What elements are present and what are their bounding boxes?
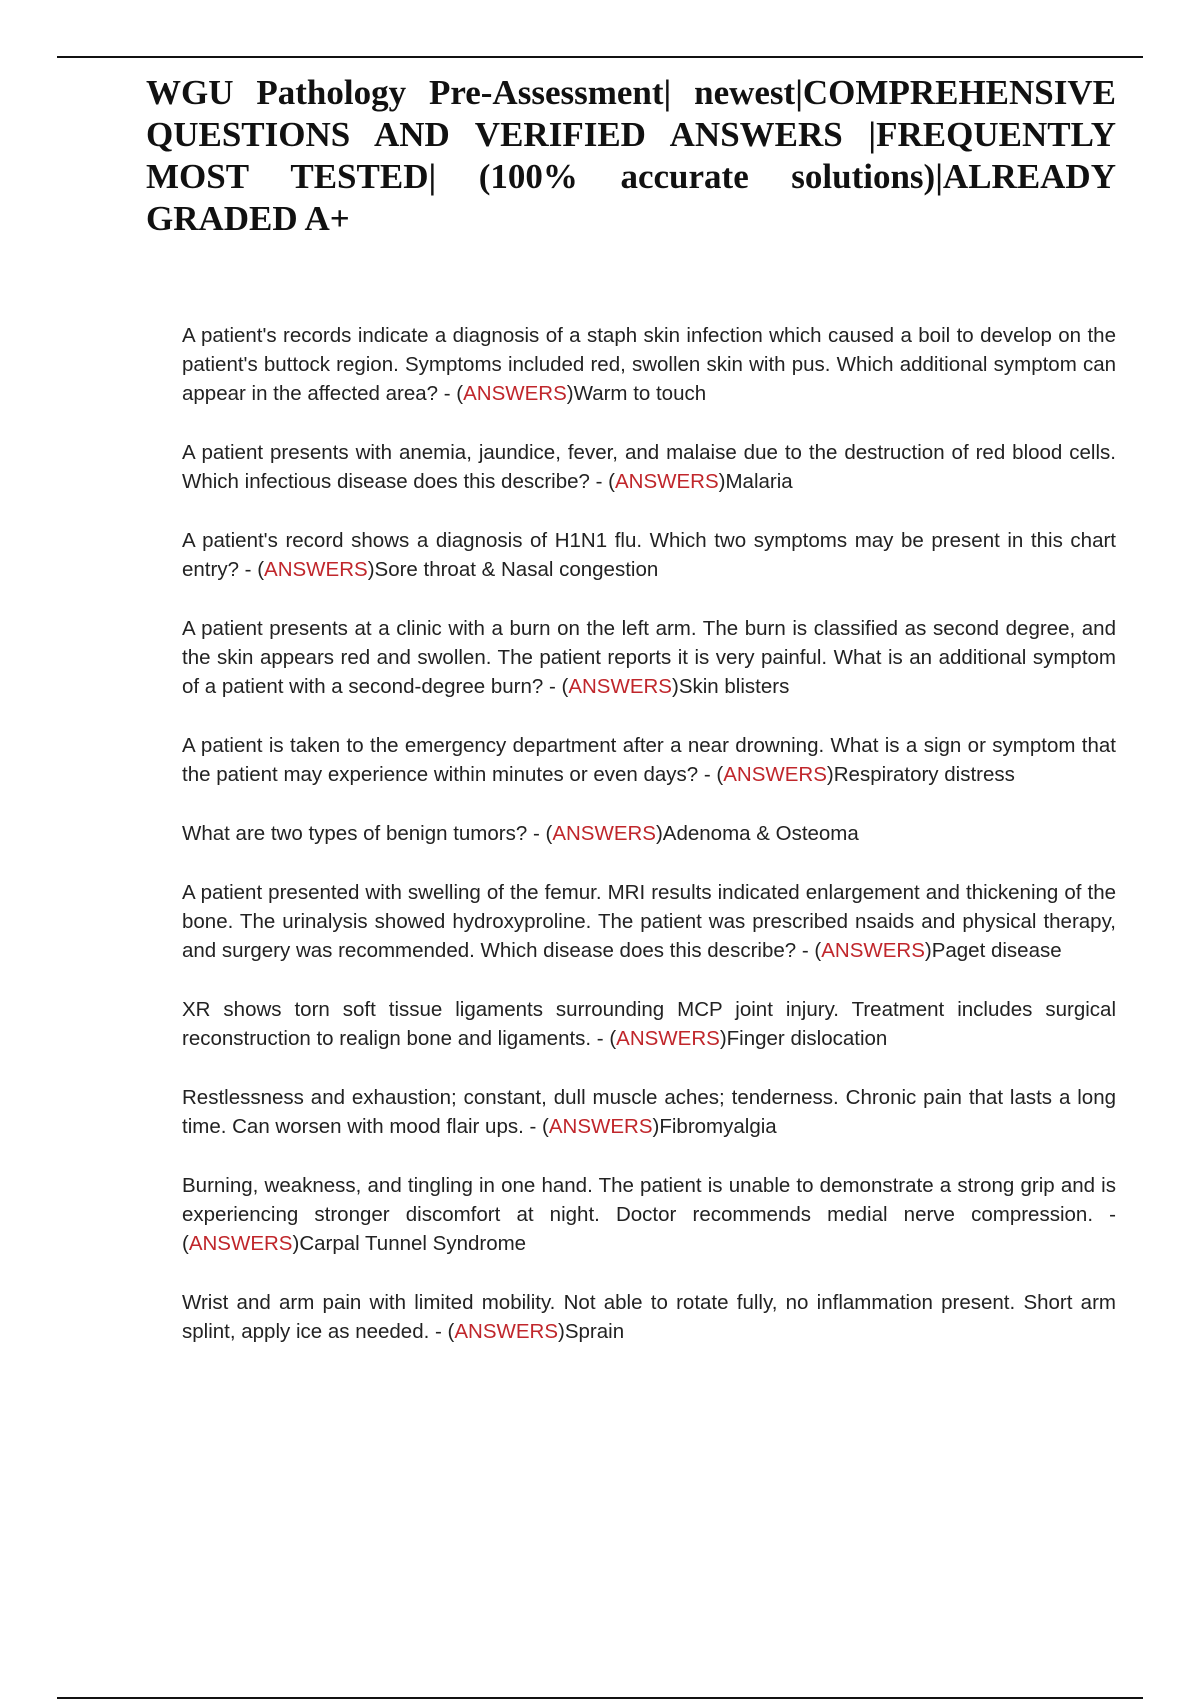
qa-item: Burning, weakness, and tingling in one hand. The patient is unable to demonstrate a strong grip and is experiencing stronger discomfort at night. Doctor recommends medial nerve compression. - (ANSWERS)Carpal Tunnel Syndrome [182,1174,1116,1255]
question-text: A patient presents at a clinic with a burn on the left arm. The burn is classified as second degree, and the skin appears red and swollen. The patient reports it is very painful. What is an additional symptom of a patient with a second-degree burn? - ( [182,617,1116,698]
question-text: A patient's record shows a diagnosis of H1N1 flu. Which two symptoms may be present in this chart entry? - ( [182,529,1116,581]
answer-text: Sore throat & Nasal congestion [374,558,659,581]
answer-text: Fibromyalgia [659,1115,777,1138]
answers-tag: ANSWERS [264,558,368,581]
qa-item: A patient's records indicate a diagnosis of a staph skin infection which caused a boil to develop on the patient's buttock region. Symptoms included red, swollen skin with pus. Which additional symptom can appear in the affected area? - (ANSWERS)Warm to touch [182,324,1116,405]
answers-tag: ANSWERS [463,382,567,405]
question-text: XR shows torn soft tissue ligaments surrounding MCP joint injury. Treatment includes surgical reconstruction to realign bone and ligaments. - ( [182,998,1116,1050]
qa-item: A patient presents with anemia, jaundice, fever, and malaise due to the destruction of red blood cells. Which infectious disease does this describe? - (ANSWERS)Malaria [182,441,1116,493]
answers-tag: ANSWERS [616,1027,720,1050]
answers-tag: ANSWERS [188,1232,293,1255]
question-text: A patient presents with anemia, jaundice, fever, and malaise due to the destruction of red blood cells. Which infectious disease does this describe? - ( [182,441,1116,493]
question-text: A patient presented with swelling of the femur. MRI results indicated enlargement and thickening of the bone. The urinalysis showed hydroxyproline. The patient was prescribed nsaids and physical therapy, and surgery was recommended. Which disease does this describe? - ( [182,881,1116,962]
qa-item: Wrist and arm pain with limited mobility. Not able to rotate fully, no inflammation present. Short arm splint, apply ice as needed. - (ANSWERS)Sprain [182,1291,1116,1343]
question-text: What are two types of benign tumors? - ( [182,822,553,845]
top-rule [57,56,1143,58]
answers-tag: ANSWERS [552,822,656,845]
question-text: Wrist and arm pain with limited mobility. Not able to rotate fully, no inflammation present. Short arm splint, apply ice as needed. - ( [182,1291,1116,1343]
answer-text: Warm to touch [573,382,707,405]
qa-item: A patient's record shows a diagnosis of H1N1 flu. Which two symptoms may be present in this chart entry? - (ANSWERS)Sore throat & Nasal congestion [182,529,1116,581]
answer-text: Finger dislocation [726,1027,888,1050]
qa-item: A patient is taken to the emergency department after a near drowning. What is a sign or symptom that the patient may experience within minutes or even days? - (ANSWERS)Respiratory distress [182,734,1116,786]
answer-text: Adenoma & Osteoma [662,822,859,845]
answers-tag: ANSWERS [454,1320,559,1343]
answer-text: Skin blisters [678,675,790,698]
answer-text: Malaria [725,470,793,493]
qa-item: XR shows torn soft tissue ligaments surrounding MCP joint injury. Treatment includes surgical reconstruction to realign bone and ligaments. - (ANSWERS)Finger dislocation [182,998,1116,1050]
qa-item: A patient presents at a clinic with a burn on the left arm. The burn is classified as second degree, and the skin appears red and swollen. The patient reports it is very painful. What is an additional symptom of a patient with a second-degree burn? - (ANSWERS)Skin blisters [182,617,1116,698]
answer-text: Respiratory distress [833,763,1015,786]
qa-item: What are two types of benign tumors? - (ANSWERS)Adenoma & Osteoma [182,822,859,845]
question-text: Restlessness and exhaustion; constant, dull muscle aches; tenderness. Chronic pain that lasts a long time. Can worsen with mood flair ups. - ( [182,1086,1116,1138]
qa-item: A patient presented with swelling of the femur. MRI results indicated enlargement and thickening of the bone. The urinalysis showed hydroxyproline. The patient was prescribed nsaids and physical therapy, and surgery was recommended. Which disease does this describe? - (ANSWERS)Paget disease [182,881,1116,962]
answer-text: Sprain [564,1320,625,1343]
question-text: A patient's records indicate a diagnosis of a staph skin infection which caused a boil to develop on the patient's buttock region. Symptoms included red, swollen skin with pus. Which additional symptom can appear in the affected area? - ( [182,324,1116,405]
answers-tag: ANSWERS [568,675,672,698]
question-text: Burning, weakness, and tingling in one hand. The patient is unable to demonstrate a strong grip and is experiencing stronger discomfort at night. Doctor recommends medial nerve compression. - ( [182,1174,1116,1255]
answers-tag: ANSWERS [548,1115,653,1138]
bottom-rule [57,1697,1143,1699]
qa-list [182,321,1116,1376]
qa-item: Restlessness and exhaustion; constant, dull muscle aches; tenderness. Chronic pain that lasts a long time. Can worsen with mood flair ups. - (ANSWERS)Fibromyalgia [182,1086,1116,1138]
question-text: A patient is taken to the emergency department after a near drowning. What is a sign or symptom that the patient may experience within minutes or even days? - ( [182,734,1116,786]
answers-tag: ANSWERS [723,763,827,786]
answers-tag: ANSWERS [821,939,925,962]
answer-text: Paget disease [931,939,1062,962]
answers-tag: ANSWERS [614,470,719,493]
answer-text: Carpal Tunnel Syndrome [299,1232,527,1255]
document-title: WGU Pathology Pre-Assessment| newest|COMPREHENSIVE QUESTIONS AND VERIFIED ANSWERS |FREQUENTLY MOST TESTED| (100% accurate solutions)|ALREADY GRADED A+ [146,73,1116,238]
